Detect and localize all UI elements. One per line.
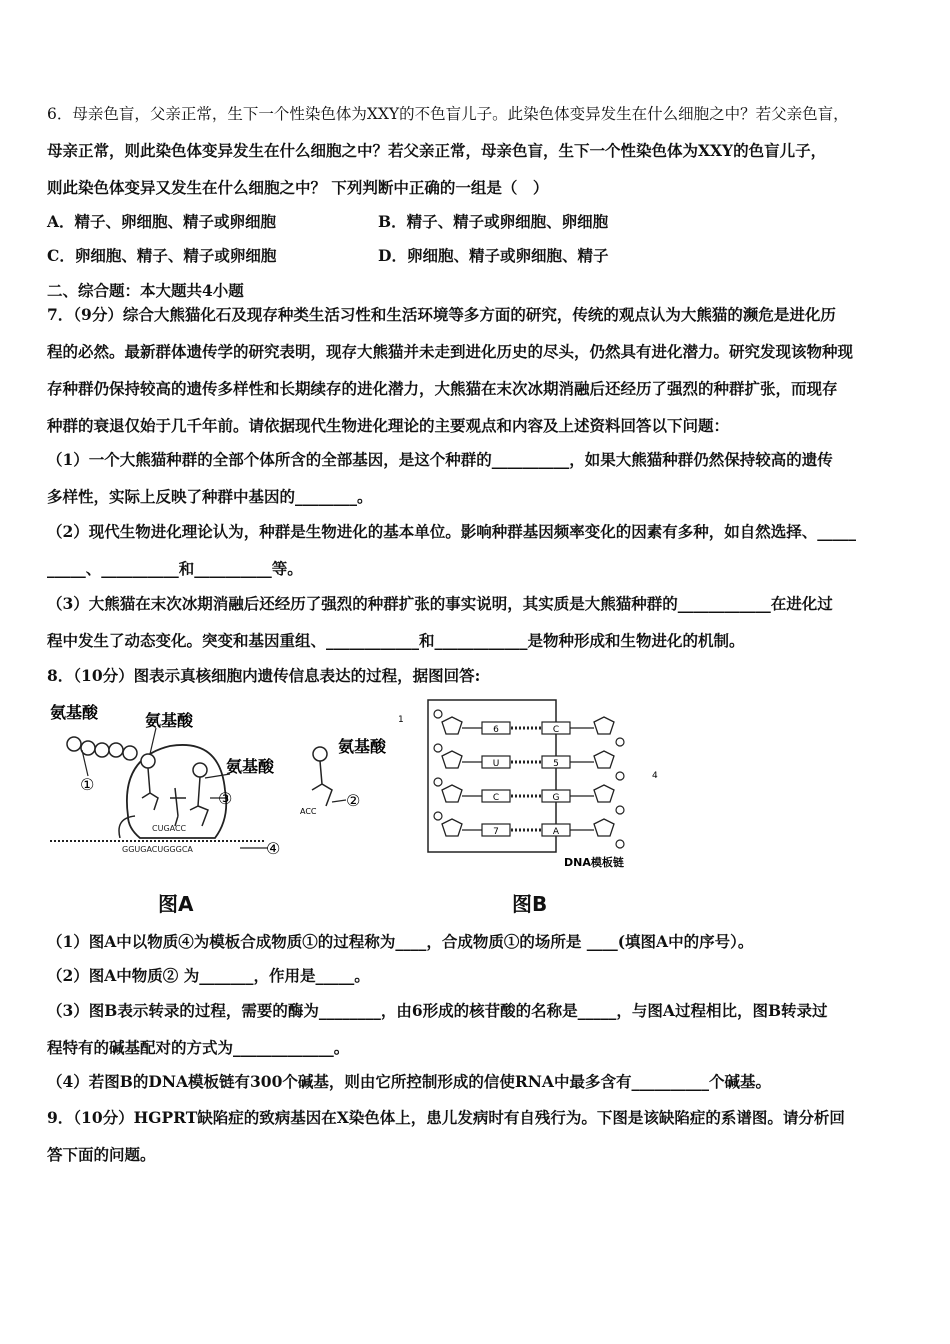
phosphate-left — [434, 778, 442, 786]
q8-part3-line2: 程特有的碱基配对的方式为_____________。 — [47, 1038, 350, 1057]
sugar-right — [594, 819, 614, 836]
mrna-label: GGUGACUGGGCA — [122, 845, 193, 854]
dna-template-label: DNA模板链 — [564, 856, 624, 869]
amino-acid-label-1: 氨基酸 — [50, 703, 99, 722]
q6-option-d: D．卵细胞、精子或卵细胞、精子 — [378, 246, 609, 265]
base-left-label: U — [492, 759, 500, 769]
q6-line3: 则此染色体变异又发生在什么细胞之中？ 下列判断中正确的一组是（ ） — [47, 178, 549, 197]
base-right-label: C — [552, 725, 560, 735]
sugar-left — [442, 751, 462, 768]
label-4: 4 — [652, 771, 658, 781]
phosphate-right — [616, 806, 624, 814]
marker-4: ④ — [266, 839, 281, 858]
q6-option-c: C．卵细胞、精子、精子或卵细胞 — [47, 246, 277, 265]
marker-1: ① — [80, 775, 95, 794]
phosphate-right — [616, 772, 624, 780]
phosphate-right — [616, 738, 624, 746]
acc-label: ACC — [300, 807, 317, 816]
base-left-label: C — [492, 793, 500, 803]
trna-diagram — [298, 734, 408, 844]
base-right-label: 5 — [553, 759, 559, 769]
phosphate-left — [434, 710, 442, 718]
phosphate-right — [616, 840, 624, 848]
q7-part2-line1: （2）现代生物进化理论认为，种群是生物进化的基本单位。影响种群基因频率变化的因素有多种，如自然选择、_____ — [47, 522, 857, 541]
sugar-left — [442, 819, 462, 836]
q7-line4: 种群的衰退仅始于几千年前。请依据现代生物进化理论的主要观点和内容及上述资料回答以下问题： — [47, 416, 730, 435]
sugar-left — [442, 717, 462, 734]
figure-a-diagram — [50, 698, 300, 858]
q6-option-b: B．精子、精子或卵细胞、卵细胞 — [378, 212, 609, 231]
q7-line1: 7．（9分）综合大熊猫化石及现存种类生活习性和生活环境等多方面的研究，传统的观点认为大熊猫的濒危是进化历 — [47, 305, 836, 324]
phosphate-left — [434, 744, 442, 752]
sugar-right — [594, 751, 614, 768]
sugar-right — [594, 717, 614, 734]
q8-stem: 8．（10分）图表示真核细胞内遗传信息表达的过程，据图回答: — [47, 666, 481, 685]
base-right-label: A — [552, 827, 560, 837]
base-right-label: G — [552, 793, 560, 803]
q8-part3-line1: （3）图B表示转录的过程，需要的酶为________，由6形成的核苷酸的名称是_____，与图A过程相比，图B转录过 — [47, 1001, 828, 1020]
sugar-left — [442, 785, 462, 802]
q8-figures — [50, 698, 690, 920]
q7-line3: 存种群仍保持较高的遗传多样性和长期续存的进化潜力，大熊猫在末次冰期消融后还经历了强烈的种群扩张，而现存 — [47, 379, 838, 398]
amino-acid-label-2: 氨基酸 — [145, 711, 194, 730]
q7-part2-line2: _____、__________和__________等。 — [47, 559, 303, 578]
q7-part1-line1: （1）一个大熊猫种群的全部个体所含的全部基因，是这个种群的__________，如果大熊猫种群仍然保持较高的遗传 — [47, 450, 833, 469]
base-left-label: 7 — [493, 827, 499, 837]
sugar-right — [594, 785, 614, 802]
figure-b-caption: 图B — [512, 892, 548, 916]
q6-line1: 6．母亲色盲，父亲正常，生下一个性染色体为XXY的不色盲儿子。此染色体变异发生在什么细胞之中？若父亲色盲， — [47, 105, 849, 123]
q9-line1: 9．（10分）HGPRT缺陷症的致病基因在X染色体上，患儿发病时有自残行为。下图是该缺陷症的系谱图。请分析回 — [47, 1108, 845, 1127]
phosphate-left — [434, 812, 442, 820]
q7-line2: 程的必然。最新群体遗传学的研究表明，现存大熊猫并未走到进化历史的尽头，仍然具有进化潜力。研究发现该物种现 — [47, 342, 854, 361]
q8-part2: （2）图A中物质② 为_______，作用是_____。 — [47, 966, 370, 985]
figure-a-caption: 图A — [158, 892, 194, 916]
amino-acid-label-4: 氨基酸 — [338, 737, 387, 756]
marker-2: ② — [346, 791, 361, 810]
q6-line2: 母亲正常，则此染色体变异发生在什么细胞之中？若父亲正常，母亲色盲，生下一个性染色体为XXY的色盲儿子， — [47, 141, 827, 160]
section-heading: 二、综合题：本大题共4小题 — [47, 281, 244, 300]
q7-part3-line1: （3）大熊猫在末次冰期消融后还经历了强烈的种群扩张的事实说明，其实质是大熊猫种群的____________在进化过 — [47, 594, 833, 613]
q8-part4: （4）若图B的DNA模板链有300个碱基，则由它所控制形成的信使RNA中最多含有__________个碱基。 — [47, 1072, 771, 1091]
q9-line2: 答下面的问题。 — [47, 1145, 156, 1164]
base-left-label: 6 — [493, 725, 499, 735]
q8-part1: （1）图A中以物质④为模板合成物质①的过程称为____，合成物质①的场所是 ____(填图A中的序号）。 — [47, 932, 754, 951]
amino-acid-label-3: 氨基酸 — [226, 757, 275, 776]
marker-3: ③ — [218, 789, 233, 808]
label-1: 1 — [398, 715, 404, 725]
codon-label: CUGACC — [152, 824, 187, 833]
q6-option-a: A．精子、卵细胞、精子或卵细胞 — [47, 212, 277, 231]
q7-part3-line2: 程中发生了动态变化。突变和基因重组、____________和____________是物种形成和生物进化的机制。 — [47, 631, 745, 650]
q7-part1-line2: 多样性，实际上反映了种群中基因的________。 — [47, 487, 373, 506]
figure-b-diagram — [398, 698, 688, 878]
